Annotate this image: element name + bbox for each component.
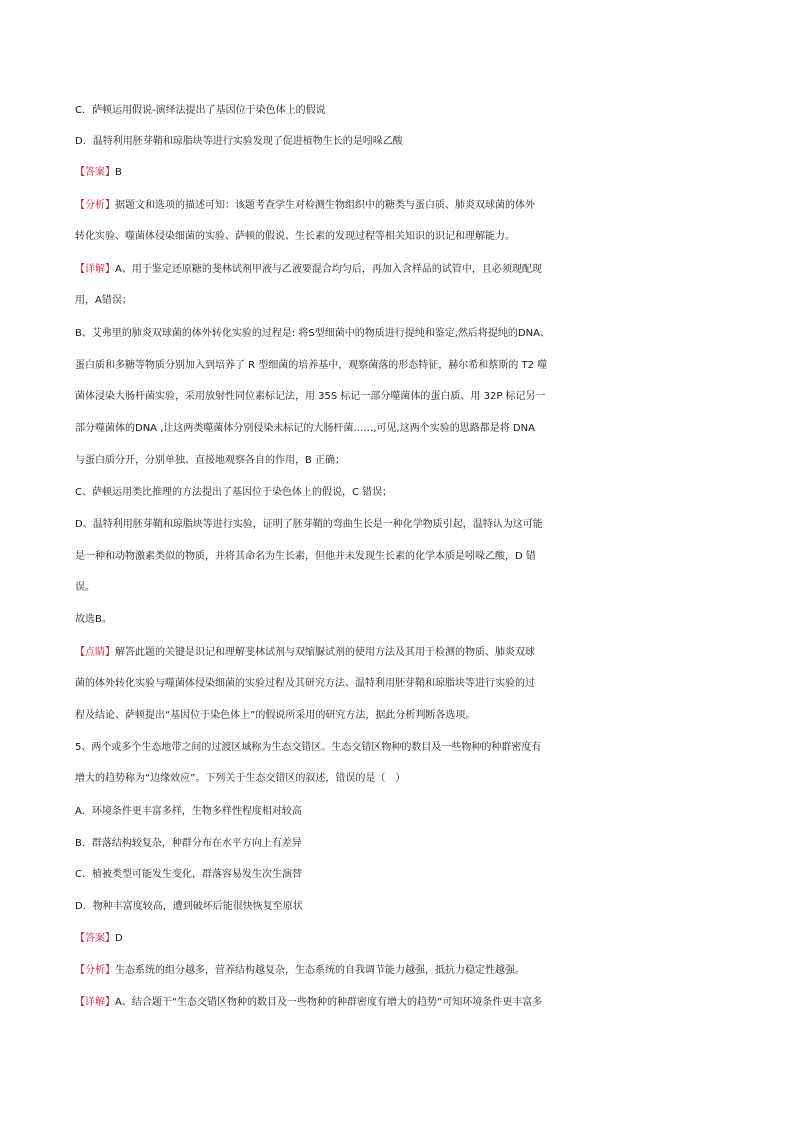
text-line (75, 864, 725, 886)
text-line (75, 355, 725, 377)
text-line (75, 195, 725, 217)
line-text: 5、两个或多个生态地带之间的过渡区域称为生态交错区。生态交错区物种的数目及一些物种的种群密度有 (75, 742, 542, 753)
text-line (75, 323, 725, 345)
text-line (75, 705, 725, 727)
text-line (75, 482, 725, 504)
line-text: 故选B。 (75, 614, 112, 625)
line-text: A、结合题干“生态交错区物种的数目及一些物种的种群密度有增大的趋势”可知环境条件更丰富多 (115, 997, 543, 1008)
text-line (75, 833, 725, 855)
line-text: C．植被类型可能发生变化，群落容易发生次生演替 (75, 869, 302, 880)
line-text: 转化实验、噬菌体侵染细菌的实验、萨顿的假说、生长素的发现过程等相关知识的识记和理解能力。 (75, 231, 515, 242)
text-line (75, 546, 725, 568)
line-text: D．温特利用胚芽鞘和琼脂块等进行实验发现了促进植物生长的是吲哚乙酸 (75, 136, 403, 147)
text-line (75, 226, 725, 248)
text-line (75, 290, 725, 312)
section-tag: 【点睛】 (75, 647, 115, 658)
text-line (75, 131, 725, 153)
text-line (75, 577, 725, 599)
line-text: 据题文和选项的描述可知：该题考查学生对检测生物组织中的糖类与蛋白质、肺炎双球菌的体外 (115, 200, 535, 211)
line-text: 误。 (75, 582, 95, 593)
line-text: D (115, 933, 123, 944)
line-text: 解答此题的关键是识记和理解斐林试剂与双缩脲试剂的使用方法及其用于检测的物质、肺炎双球 (115, 647, 535, 658)
line-text: 菌的体外转化实验与噬菌体侵染细菌的实验过程及其研究方法、温特利用胚芽鞘和琼脂块等进行实验的过 (75, 678, 535, 689)
line-text: 与蛋白质分开，分别单独、直接地观察各自的作用，B 正确； (75, 455, 346, 466)
line-text: C、萨顿运用类比推理的方法提出了基因位于染色体上的假说，C 错误； (75, 487, 393, 498)
line-text: 增大的趋势称为“边缘效应”。下列关于生态交错区的叙述，错误的是（ ） (75, 773, 406, 784)
text-line (75, 259, 725, 281)
text-line (75, 418, 725, 440)
line-text: B (115, 167, 122, 178)
section-tag: 【详解】 (75, 264, 115, 275)
line-text: A、用于鉴定还原糖的斐林试剂甲液与乙液要混合均匀后，再加入含样品的试管中，且必须现配现 (115, 264, 542, 275)
section-tag: 【分析】 (75, 965, 115, 976)
text-line (75, 896, 725, 918)
section-tag: 【答案】 (75, 167, 115, 178)
section-tag: 【详解】 (75, 997, 115, 1008)
line-text: A．环境条件更丰富多样，生物多样性程度相对较高 (75, 806, 302, 817)
line-text: D、温特利用胚芽鞘和琼脂块等进行实验，证明了胚芽鞘的弯曲生长是一种化学物质引起，温特认为这可能 (75, 519, 543, 530)
line-text: 蛋白质和多糖等物质分别加入到培养了 R 型细菌的培养基中，观察菌落的形态特征，赫尔希和蔡斯的 T2 噬 (75, 360, 548, 371)
line-text: B、艾弗里的肺炎双球菌的体外转化实验的过程是: 将S型细菌中的物质进行提纯和鉴定,然后将提纯的DNA、 (75, 328, 550, 339)
text-line (75, 642, 725, 664)
line-text: B．群落结构较复杂，种群分布在水平方向上有差异 (75, 838, 302, 849)
text-line (75, 609, 725, 631)
text-line (75, 386, 725, 408)
line-text: 菌体浸染大肠杆菌实验，采用放射性同位素标记法，用 35S 标记一部分噬菌体的蛋白质、用 32P 标记另一 (75, 391, 546, 402)
text-line (75, 450, 725, 472)
line-text: C．萨顿运用假说-演绎法提出了基因位于染色体上的假说 (75, 105, 326, 116)
line-text: D．物种丰富度较高，遭到破坏后能很快恢复至原状 (75, 901, 303, 912)
text-line (75, 162, 725, 184)
line-text: 部分噬菌体的DNA ,让这两类噬菌体分别侵染未标记的大肠杆菌……,可见,这两个实验的思路都是将 DNA (75, 423, 535, 434)
line-text: 生态系统的组分越多，营养结构越复杂，生态系统的自我调节能力越强，抵抗力稳定性越强。 (115, 965, 525, 976)
text-line (75, 673, 725, 695)
line-text: 是一种和动物激素类似的物质，并将其命名为生长素，但他并未发现生长素的化学本质是吲哚乙酸，D 错 (75, 551, 536, 562)
text-line (75, 100, 725, 122)
text-line (75, 928, 725, 950)
section-tag: 【答案】 (75, 933, 115, 944)
text-line (75, 992, 725, 1014)
text-line (75, 514, 725, 536)
text-line (75, 801, 725, 823)
line-text: 用，A错误； (75, 295, 132, 306)
text-line (75, 737, 725, 759)
text-line (75, 960, 725, 982)
section-tag: 【分析】 (75, 200, 115, 211)
text-line (75, 768, 725, 790)
line-text: 程及结论、萨顿提出“基因位于染色体上”的假说所采用的研究方法，据此分析判断各选项。 (75, 710, 476, 721)
